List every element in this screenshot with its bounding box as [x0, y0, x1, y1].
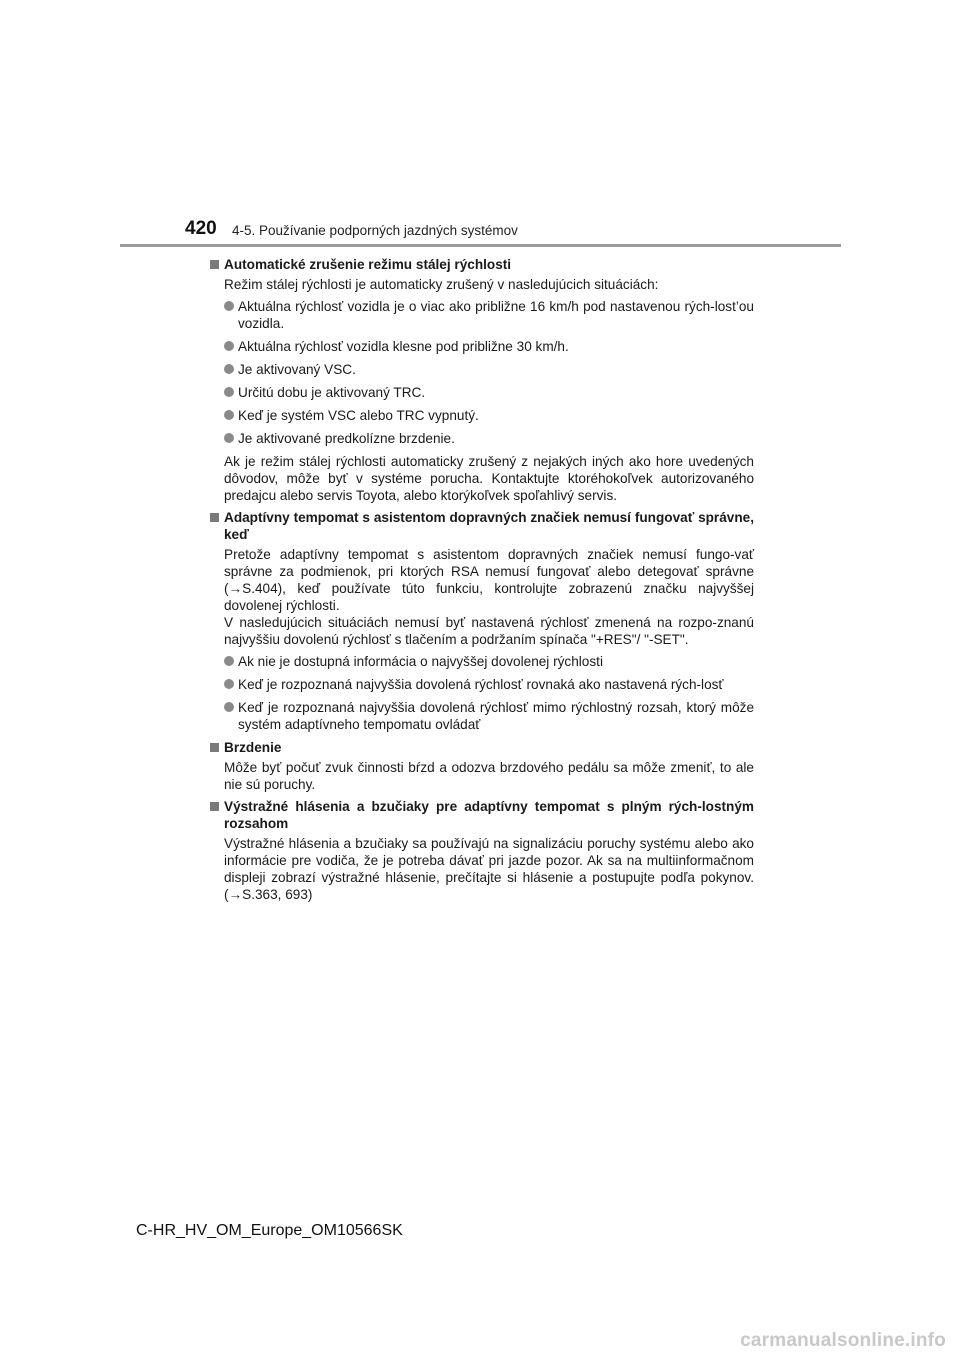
list-item [224, 676, 754, 693]
section-heading [210, 509, 754, 543]
square-bullet-icon [210, 513, 219, 522]
list-item-text: Aktuálna rýchlosť vozidla klesne pod približne 30 km/h. [238, 339, 569, 354]
section-heading-text: Adaptívny tempomat s asistentom dopravných značiek nemusí fungovať správne, keď [224, 510, 754, 542]
list-item-text: Je aktivované predkolízne brzdenie. [238, 431, 455, 446]
square-bullet-icon [210, 802, 219, 811]
section-rsa-cruise [210, 509, 754, 733]
square-bullet-icon [210, 260, 219, 269]
list-item-text: Keď je rozpoznaná najvyššia dovolená rýchlosť rovnaká ako nastavená rých-losť [238, 677, 724, 692]
section-warnings [210, 798, 754, 903]
section-paragraph: Režim stálej rýchlosti je automaticky zrušený v nasledujúcich situáciách: [224, 277, 659, 292]
list-item-text: Ak nie je dostupná informácia o najvyššej dovolenej rýchlosti [238, 654, 603, 669]
section-heading-text: Brzdenie [224, 740, 282, 755]
circle-bullet-icon [224, 702, 234, 712]
circle-bullet-icon [224, 410, 234, 420]
circle-bullet-icon [224, 679, 234, 689]
list-item-text: Aktuálna rýchlosť vozidla je o viac ako približne 16 km/h pod nastavenou rých-lost’ou vozidla. [238, 299, 754, 331]
circle-bullet-icon [224, 433, 234, 443]
section-paragraph: V nasledujúcich situáciách nemusí byť nastavená rýchlosť zmenená na rozpo-znanú najvyššiu dovolenú rýchlosť s tlačením a podržaním spínača "+RES"/ "-SET". [224, 615, 754, 647]
list-item [224, 361, 754, 378]
circle-bullet-icon [224, 364, 234, 374]
list-item [224, 298, 754, 332]
section-paragraph: Výstražné hlásenia a bzučiaky sa používajú na signalizáciu poruchy systému alebo ako informácie pre vodiča, že je potreba dávať pri jazde pozor. Ak sa na multiinformačnom displeji zobrazí výstražné hlásenie, prečítajte si hlásenie a postupujte podľa pokynov. (→S.363, 693) [224, 836, 754, 902]
watermark: carmanualsonline.info [740, 1330, 946, 1351]
list-item [224, 699, 754, 733]
square-bullet-icon [210, 743, 219, 752]
section-paragraph: Ak je režim stálej rýchlosti automaticky zrušený z nejakých iných ako hore uvedených dôvodov, môže byť v systéme porucha. Kontaktujte ktoréhokoľvek autorizovaného predajcu alebo servis Toyota, alebo ktorýkoľvek spoľahlivý servis. [224, 454, 754, 503]
list-item [224, 653, 754, 670]
section-braking [210, 739, 754, 793]
circle-bullet-icon [224, 656, 234, 666]
header-rule [120, 244, 841, 247]
section-heading [210, 798, 754, 832]
list-item [224, 407, 754, 424]
list-item-text: Keď je rozpoznaná najvyššia dovolená rýchlosť mimo rýchlostný rozsah, ktorý môže systém adaptívneho tempomatu ovládať [238, 700, 754, 732]
page-content [210, 256, 754, 908]
section-paragraph: Môže byť počuť zvuk činnosti bŕzd a odozva brzdového pedálu sa môže zmeniť, to ale nie sú poruchy. [224, 760, 754, 792]
list-item [224, 338, 754, 355]
list-item-text: Určitú dobu je aktivovaný TRC. [238, 385, 426, 400]
section-heading-text: Výstražné hlásenia a bzučiaky pre adaptívny tempomat s plným rých-lostným rozsahom [224, 799, 754, 831]
circle-bullet-icon [224, 341, 234, 351]
circle-bullet-icon [224, 387, 234, 397]
list-item-text: Keď je systém VSC alebo TRC vypnutý. [238, 408, 479, 423]
section-heading-text: Automatické zrušenie režimu stálej rýchlosti [224, 257, 512, 272]
section-auto-cancel [210, 256, 754, 504]
list-item-text: Je aktivovaný VSC. [238, 362, 356, 377]
section-heading [210, 256, 754, 273]
chapter-title: 4-5. Používanie podporných jazdných systémov [232, 223, 518, 238]
list-item [224, 430, 754, 447]
page-number: 420 [185, 218, 217, 239]
section-paragraph: Pretože adaptívny tempomat s asistentom dopravných značiek nemusí fungo-vať správne za podmienok, pri ktorých RSA nemusí fungovať alebo detegovať správne (→S.404), keď používate túto funkciu, kontrolujte zobrazenú značku najvyššej dovolenej rýchlosti. [224, 547, 754, 613]
circle-bullet-icon [224, 301, 234, 311]
document-code: C-HR_HV_OM_Europe_OM10566SK [136, 1222, 403, 1239]
section-heading [210, 739, 754, 756]
list-item [224, 384, 754, 401]
